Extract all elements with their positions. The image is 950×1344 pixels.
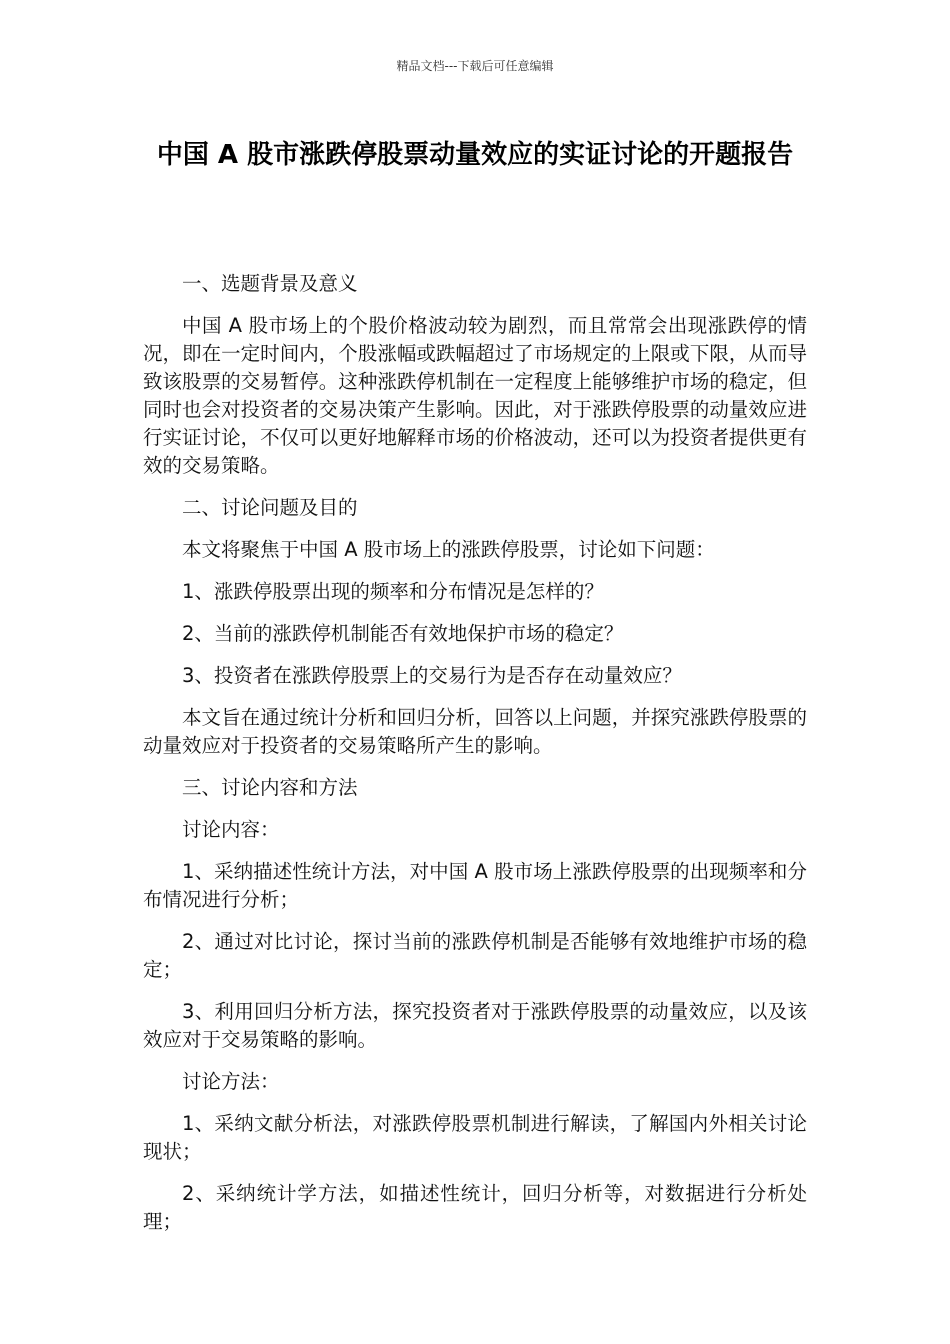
header-note: 精品文档---下载后可任意编辑 bbox=[396, 59, 554, 73]
list-item-content-2: 2、通过对比讨论，探讨当前的涨跌停机制是否能够有效地维护市场的稳定； bbox=[143, 930, 807, 981]
list-item-question-3: 3、投资者在涨跌停股票上的交易行为是否存在动量效应？ bbox=[182, 664, 682, 687]
section-heading-content-methods: 三、讨论内容和方法 bbox=[182, 776, 358, 799]
paragraph-purpose: 本文旨在通过统计分析和回归分析，回答以上问题，并探究涨跌停股票的动量效应对于投资者的交易策略所产生的影响。 bbox=[143, 706, 807, 757]
list-item-method-2: 2、采纳统计学方法，如描述性统计，回归分析等，对数据进行分析处理； bbox=[143, 1182, 807, 1233]
subheading-content: 讨论内容： bbox=[182, 818, 280, 841]
list-item-question-1: 1、涨跌停股票出现的频率和分布情况是怎样的？ bbox=[182, 580, 604, 603]
list-item-question-2: 2、当前的涨跌停机制能否有效地保护市场的稳定？ bbox=[182, 622, 624, 645]
list-item-method-1: 1、采纳文献分析法，对涨跌停股票机制进行解读，了解国内外相关讨论现状； bbox=[143, 1112, 807, 1163]
document-body bbox=[143, 270, 807, 1250]
section-heading-questions: 二、讨论问题及目的 bbox=[182, 496, 358, 519]
list-item-content-3: 3、利用回归分析方法，探究投资者对于涨跌停股票的动量效应，以及该效应对于交易策略的影响。 bbox=[143, 1000, 807, 1051]
paragraph-background: 中国 A 股市场上的个股价格波动较为剧烈，而且常常会出现涨跌停的情况，即在一定时间内，个股涨幅或跌幅超过了市场规定的上限或下限，从而导致该股票的交易暂停。这种涨跌停机制在一定程度上能够维护市场的稳定，但同时也会对投资者的交易决策产生影响。因此，对于涨跌停股票的动量效应进行实证讨论，不仅可以更好地解释市场的价格波动，还可以为投资者提供更有效的交易策略。 bbox=[143, 314, 807, 477]
section-heading-background: 一、选题背景及意义 bbox=[182, 272, 358, 295]
subheading-methods: 讨论方法： bbox=[182, 1070, 280, 1093]
list-item-content-1: 1、采纳描述性统计方法，对中国 A 股市场上涨跌停股票的出现频率和分布情况进行分析； bbox=[143, 860, 807, 911]
document-title: 中国 A 股市涨跌停股票动量效应的实证讨论的开题报告 bbox=[156, 140, 794, 170]
paragraph-questions-intro: 本文将聚焦于中国 A 股市场上的涨跌停股票，讨论如下问题： bbox=[182, 538, 715, 561]
